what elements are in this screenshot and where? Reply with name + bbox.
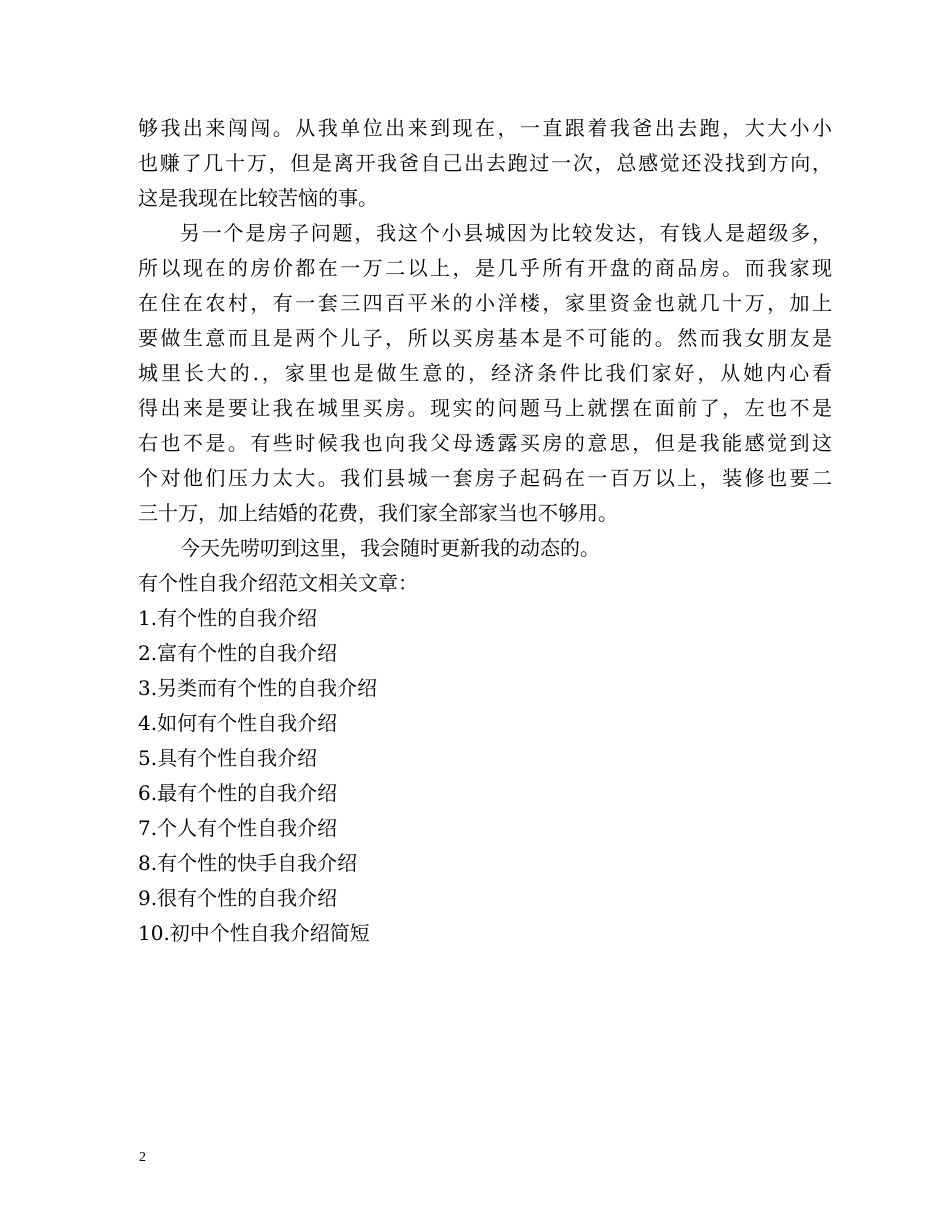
related-article-link[interactable]: 8.有个性的快手自我介绍 — [138, 851, 358, 875]
paragraph-3: 今天先唠叨到这里，我会随时更新我的动态的。 — [180, 536, 600, 560]
paragraph-2-line-6: 得出来是要让我在城里买房。现实的问题马上就摆在面前了，左也不是 — [138, 396, 832, 420]
related-article-link[interactable]: 10.初中个性自我介绍简短 — [138, 921, 370, 945]
related-article-link[interactable]: 9.很有个性的自我介绍 — [138, 886, 338, 910]
related-articles-heading: 有个性自我介绍范文相关文章： — [138, 571, 418, 595]
paragraph-2-line-4: 要做生意而且是两个儿子，所以买房基本是不可能的。然而我女朋友是 — [138, 326, 832, 350]
paragraph-2-line-7: 右也不是。有些时候我也向我父母透露买房的意思，但是我能感觉到这 — [138, 431, 832, 455]
paragraph-1-line-2: 也赚了几十万，但是离开我爸自己出去跑过一次，总感觉还没找到方向， — [138, 151, 832, 175]
related-article-link[interactable]: 3.另类而有个性的自我介绍 — [138, 676, 378, 700]
paragraph-2-line-3: 在住在农村，有一套三四百平米的小洋楼，家里资金也就几十万，加上 — [138, 291, 832, 315]
related-article-link[interactable]: 6.最有个性的自我介绍 — [138, 781, 338, 805]
paragraph-2-line-9: 三十万，加上结婚的花费，我们家全部家当也不够用。 — [138, 501, 618, 525]
related-article-link[interactable]: 1.有个性的自我介绍 — [138, 606, 318, 630]
related-article-link[interactable]: 7.个人有个性自我介绍 — [138, 816, 338, 840]
page-number: 2 — [139, 1150, 146, 1165]
related-article-link[interactable]: 4.如何有个性自我介绍 — [138, 711, 338, 735]
paragraph-2-line-8: 个对他们压力太大。我们县城一套房子起码在一百万以上，装修也要二 — [138, 466, 832, 490]
paragraph-2-line-2: 所以现在的房价都在一万二以上，是几乎所有开盘的商品房。而我家现 — [138, 256, 832, 280]
related-article-link[interactable]: 5.具有个性自我介绍 — [138, 746, 318, 770]
document-body — [138, 111, 832, 951]
related-article-link[interactable]: 2.富有个性的自我介绍 — [138, 641, 338, 665]
paragraph-1-line-1: 够我出来闯闯。从我单位出来到现在，一直跟着我爸出去跑，大大小小 — [138, 116, 832, 140]
paragraph-2-line-1: 另一个是房子问题，我这个小县城因为比较发达，有钱人是超级多， — [180, 221, 832, 245]
paragraph-2-line-5: 城里长大的.，家里也是做生意的，经济条件比我们家好，从她内心看 — [138, 361, 832, 385]
paragraph-1-line-3: 这是我现在比较苦恼的事。 — [138, 186, 378, 210]
